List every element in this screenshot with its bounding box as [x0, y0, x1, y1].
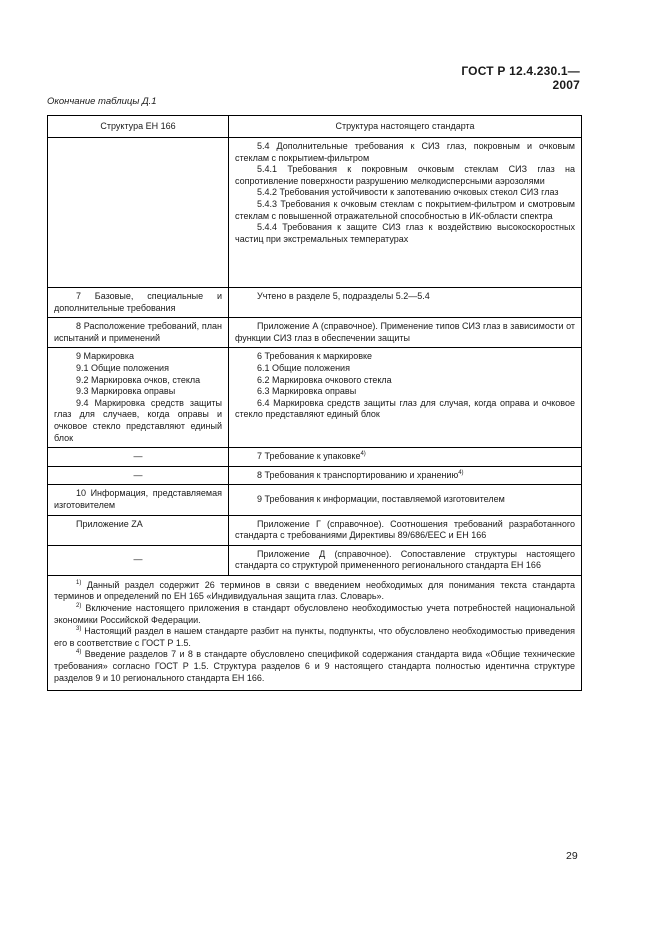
table-cell-en166 [48, 515, 229, 545]
table-row [48, 485, 582, 515]
cell-text: 9.4 Маркировка средств защиты глаз для случаев, когда оправы и очковое стекло представляют единый блок [54, 397, 222, 443]
table-cell-en166 [48, 288, 229, 318]
footnote-mark: 3) [76, 626, 82, 633]
table-cell-this-standard [229, 138, 582, 288]
cell-text: Учтено в разделе 5, подразделы 5.2—5.4 [257, 291, 430, 301]
table-cell-this-standard [229, 515, 582, 545]
footnote-text: Данный раздел содержит 26 терминов в связи с введением необходимых для понимания текста стандарта терминов и определений по ЕН 165 «Индивидуальная защита глаз. Словарь». [54, 579, 575, 602]
table-cell-this-standard [229, 318, 582, 348]
table-caption: Окончание таблицы Д.1 [47, 96, 157, 107]
footnote-text: Настоящий раздел в нашем стандарте разбит на пункты, подпункты, что обусловлено необходимостью приведения его в соответствие с ГОСТ Р 1.5. [54, 626, 575, 648]
table-cell-this-standard [229, 545, 582, 575]
table-row [48, 466, 582, 485]
cell-text: 6.2 Маркировка очкового стекла [257, 374, 392, 385]
cell-text: 9.2 Маркировка очков, стекла [76, 374, 201, 385]
footnote [54, 649, 575, 684]
cell-text: 5.4 Дополнительные требования к СИЗ глаз, покровным и очковым стеклам с покрытием-фильтром [235, 141, 575, 163]
cell-text: — [133, 451, 143, 462]
cell-text: 9 Маркировка [76, 351, 135, 362]
table-cell-en166 [48, 485, 229, 515]
table-row [48, 318, 582, 348]
table-cell-en166 [48, 138, 229, 288]
footnotes-row [48, 575, 582, 690]
cell-text: 10 Информация, представляемая изготовителем [54, 488, 222, 510]
cell-text: — [133, 469, 143, 480]
cell-text: 6 Требования к маркировке [257, 351, 373, 362]
table-cell-this-standard [229, 288, 582, 318]
table-row [48, 448, 582, 467]
cell-text: Приложение Г (справочное). Соотношения требований разработанного стандарта с требованиями Директивы 89/686/ЕЕС и ЕН 166 [235, 518, 575, 541]
table-cell-en166 [48, 348, 229, 448]
table-cell-this-standard [229, 485, 582, 515]
table-cell-en166 [48, 448, 229, 467]
cell-text: 7 Базовые, специальные и дополнительные требования [54, 291, 222, 313]
column-header-this-standard: Структура настоящего стандарта [229, 116, 582, 138]
footnote-mark: 2) [76, 603, 82, 610]
table-cell-this-standard [229, 448, 582, 467]
cell-text [235, 451, 575, 463]
table-cell-this-standard [229, 348, 582, 448]
document-header: ГОСТ Р 12.4.230.1—2007 [461, 64, 580, 92]
footnote [54, 580, 575, 603]
cell-text: 5.4.4 Требования к защите СИЗ глаз к воздействию высокоскоростных частиц при экстремальных температурах [235, 222, 575, 244]
cell-text: 9.1 Общие положения [76, 362, 169, 373]
table-row [48, 348, 582, 448]
cell-text: Приложение ZA [76, 518, 143, 529]
cell-text: — [133, 554, 143, 565]
footnote-mark: 1) [76, 579, 82, 586]
footnote-text: Включение настоящего приложения в стандарт обусловлено необходимостью учета потребностей национальной экономики Российской Федерации. [54, 603, 575, 625]
table-cell-en166 [48, 318, 229, 348]
table-cell-en166 [48, 466, 229, 485]
table-cell-this-standard [229, 466, 582, 485]
comparison-table [47, 115, 582, 691]
cell-text: 5.4.3 Требования к очковым стеклам с покрытием-фильтром и смотровым стеклам с повышенной отражательной способностью в ИК-области спектра [235, 198, 575, 221]
table-header-row [48, 116, 582, 138]
cell-text: 9.3 Маркировка оправы [76, 386, 176, 397]
table-row [48, 515, 582, 545]
table-row [48, 138, 582, 288]
table-row [48, 288, 582, 318]
cell-text: 9 Требования к информации, поставляемой изготовителем [257, 494, 505, 505]
cell-text: 5.4.2 Требования устойчивости к запотеванию очковых стекол СИЗ глаз [257, 187, 559, 198]
footnote-ref: 4) [458, 469, 464, 476]
footnote-ref: 4) [360, 451, 366, 458]
cell-text: 8 Расположение требований, план испытаний и применений [54, 321, 222, 343]
cell-text: 6.3 Маркировка оправы [257, 386, 357, 397]
cell-text [235, 470, 575, 482]
cell-text: 5.4.1 Требования к покровным очковым стеклам СИЗ глаз на сопротивление поверхности разрушению мелкодисперсными аэрозолями [235, 164, 575, 186]
table-cell-en166 [48, 545, 229, 575]
page-number: 29 [566, 850, 578, 862]
cell-text: 6.4 Маркировка средств защиты глаз для случая, когда оправа и очковое стекло представляют единый блок [235, 397, 575, 420]
footnotes-cell [48, 575, 582, 690]
cell-text: Приложение А (справочное). Применение типов СИЗ глаз в зависимости от функции СИЗ глаз в обеспечении защиты [235, 321, 575, 343]
footnote [54, 603, 575, 626]
footnote-mark: 4) [76, 649, 82, 656]
cell-text: 8 Требования к транспортированию и хранению [257, 469, 459, 480]
cell-text: 6.1 Общие положения [257, 362, 350, 373]
footnote [54, 626, 575, 649]
cell-text: Приложение Д (справочное). Сопоставление структуры настоящего стандарта со структурой примененного регионального стандарта ЕН 166 [235, 548, 575, 571]
footnote-text: Введение разделов 7 и 8 в стандарте обусловлено спецификой содержания стандарта вида «Общие технические требования» согласно ГОСТ Р 1.5. Структура разделов 6 и 9 настоящего стандарта полностью идентична структуре разделов 9 и 10 регионального стандарта ЕН 166. [54, 649, 575, 683]
column-header-en166: Структура ЕН 166 [48, 116, 229, 138]
cell-text: 7 Требование к упаковке [257, 451, 361, 462]
table-row [48, 545, 582, 575]
